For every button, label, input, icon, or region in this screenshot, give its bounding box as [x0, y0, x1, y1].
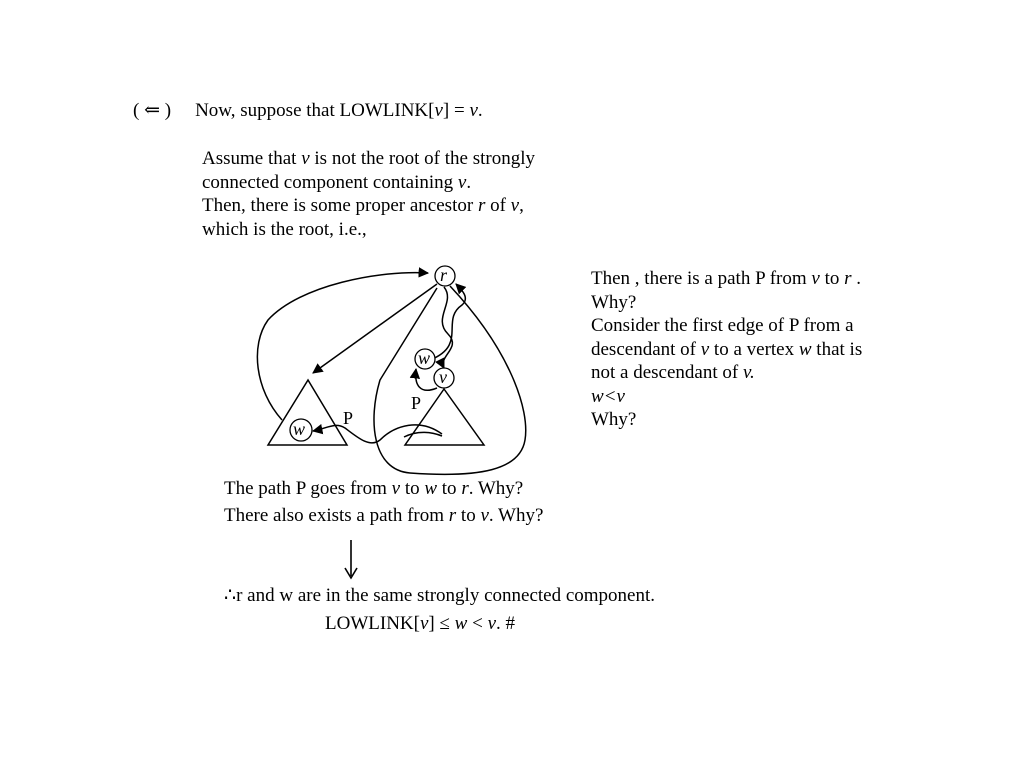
therefore-symbol: ∴: [224, 585, 237, 606]
explanation-line-4: descendant of v to a vertex w that is: [591, 338, 863, 360]
conclusion-line: ∴r and w are in the same strongly connected component.: [224, 585, 656, 606]
assumption-line-3: Then, there is some proper ancestor r of v,: [202, 195, 524, 216]
label-w-upper: w: [418, 348, 431, 368]
explanation-line-3: Consider the first edge of P from a: [591, 315, 854, 336]
path-segment-inside-v-subtree: [404, 432, 442, 437]
path-line-1: The path P goes from v to w to r. Why?: [224, 478, 524, 499]
label-p-left: P: [343, 408, 354, 428]
direction-symbol: ( ⇐ ): [133, 100, 172, 121]
wavy-path-r-to-v: [442, 287, 452, 368]
implication-arrow: [341, 538, 361, 580]
lowlink-inequality: LOWLINK[v] ≤ w < v. #: [325, 613, 516, 634]
label-v: v: [439, 367, 447, 387]
path-line-2: There also exists a path from r to v. Why?: [224, 505, 544, 526]
explanation-line-5: not a descendant of v.: [591, 362, 755, 383]
proof-direction-line: ( ⇐ ) Now, suppose that LOWLINK[v] = v.: [133, 100, 483, 121]
path-paragraph: [224, 475, 543, 529]
assumption-line-1: Assume that v is not the root of the strongly: [202, 148, 535, 169]
explanation-line-7: Why?: [591, 409, 637, 430]
back-edge-to-r: [257, 273, 431, 420]
explanation-line-6: w<v: [591, 385, 625, 407]
explanation-line-2: Why?: [591, 291, 637, 313]
assumption-line-2: connected component containing v.: [202, 171, 472, 193]
explanation-paragraph: [591, 267, 862, 432]
label-w-lower: w: [293, 419, 306, 439]
explanation-line-1: Then , there is a path P from v to r .: [591, 268, 861, 289]
label-p-right: P: [411, 393, 422, 413]
path-p-to-w-lower: [313, 425, 442, 443]
assumption-line-4: which is the root, i.e.,: [202, 218, 367, 240]
label-r: r: [440, 265, 448, 285]
